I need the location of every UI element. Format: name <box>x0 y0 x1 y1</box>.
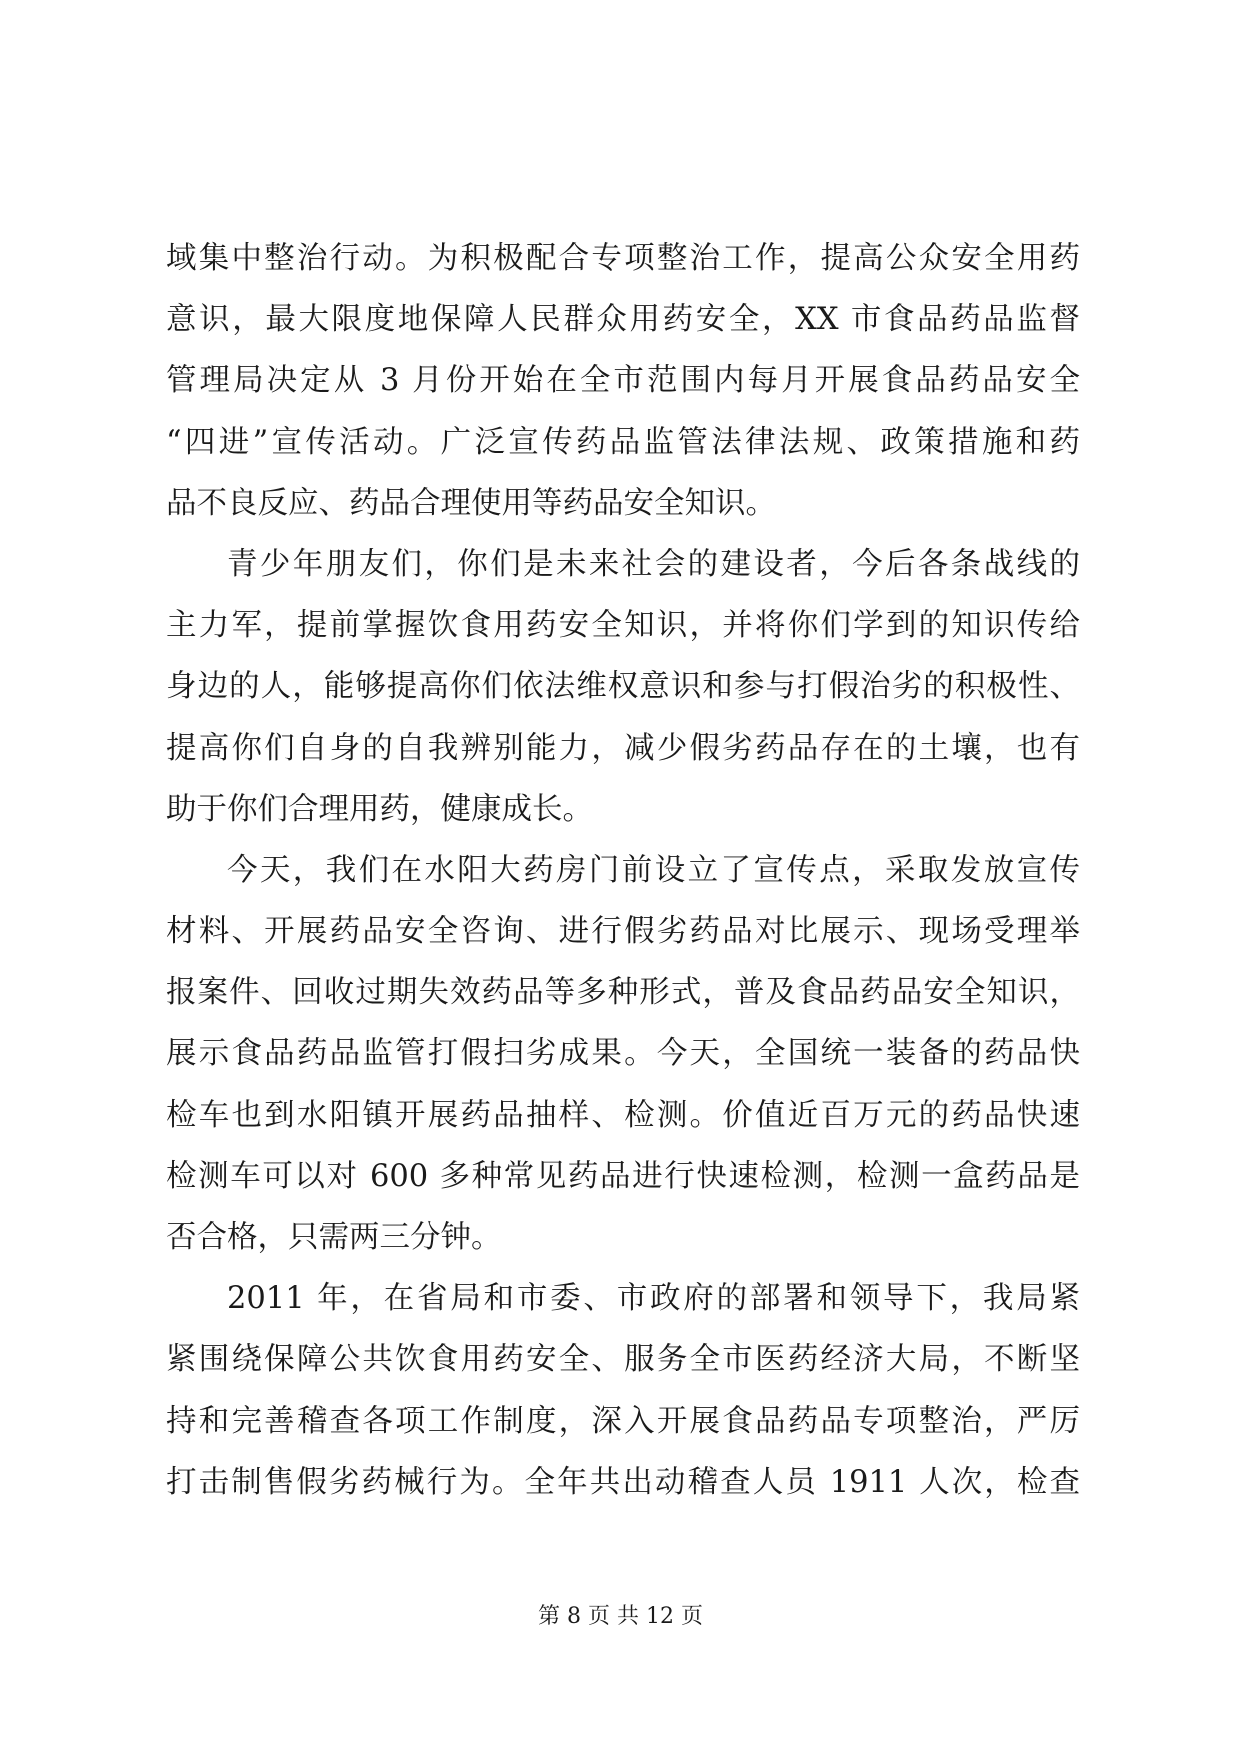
text-line: 持和完善稽查各项工作制度，深入开展食品药品专项整治，严厉 <box>166 1403 1080 1439</box>
text-line: 报案件、回收过期失效药品等多种形式，普及食品药品安全知识， <box>166 975 1080 1011</box>
text-line: 青少年朋友们，你们是未来社会的建设者，今后各条战线的 <box>227 546 1080 582</box>
text-line: 打击制售假劣药械行为。全年共出动稽查人员 1911 人次，检查 <box>166 1464 1080 1500</box>
text-line: 检车也到水阳镇开展药品抽样、检测。价值近百万元的药品快速 <box>166 1097 1080 1133</box>
body-text <box>166 228 1080 1513</box>
text-line: 紧围绕保障公共饮食用药安全、服务全市医药经济大局，不断坚 <box>166 1342 1080 1378</box>
paragraph <box>166 840 1080 1268</box>
text-line: 否合格，只需两三分钟。 <box>166 1220 502 1255</box>
text-line: “四进”宣传活动。广泛宣传药品监管法律法规、政策措施和药 <box>166 424 1080 460</box>
text-line: 提高你们自身的自我辨别能力，减少假劣药品存在的土壤，也有 <box>166 730 1080 766</box>
text-line: 身边的人，能够提高你们依法维权意识和参与打假治劣的积极性、 <box>166 669 1080 705</box>
text-line: 今天，我们在水阳大药房门前设立了宣传点，采取发放宣传 <box>227 852 1080 888</box>
text-line: 2011 年，在省局和市委、市政府的部署和领导下，我局紧 <box>227 1281 1080 1317</box>
text-line: 材料、开展药品安全咨询、进行假劣药品对比展示、现场受理举 <box>166 914 1080 950</box>
text-line: 域集中整治行动。为积极配合专项整治工作，提高公众安全用药 <box>166 241 1080 276</box>
text-line: 检测车可以对 600 多种常见药品进行快速检测，检测一盒药品是 <box>166 1158 1080 1194</box>
text-line: 品不良反应、药品合理使用等药品安全知识。 <box>166 485 776 521</box>
text-line: 主力军，提前掌握饮食用药安全知识，并将你们学到的知识传给 <box>166 608 1080 644</box>
paragraph <box>166 534 1080 840</box>
text-line: 管理局决定从 3 月份开始在全市范围内每月开展食品药品安全 <box>166 363 1080 399</box>
page-footer: 第 8 页 共 12 页 <box>538 1604 703 1629</box>
paragraph <box>166 1268 1080 1513</box>
paragraph <box>166 228 1080 534</box>
text-line: 意识，最大限度地保障人民群众用药安全，XX 市食品药品监督 <box>166 302 1080 338</box>
text-line: 展示食品药品监管打假扫劣成果。今天，全国统一装备的药品快 <box>166 1036 1080 1072</box>
text-line: 助于你们合理用药，健康成长。 <box>166 791 593 827</box>
